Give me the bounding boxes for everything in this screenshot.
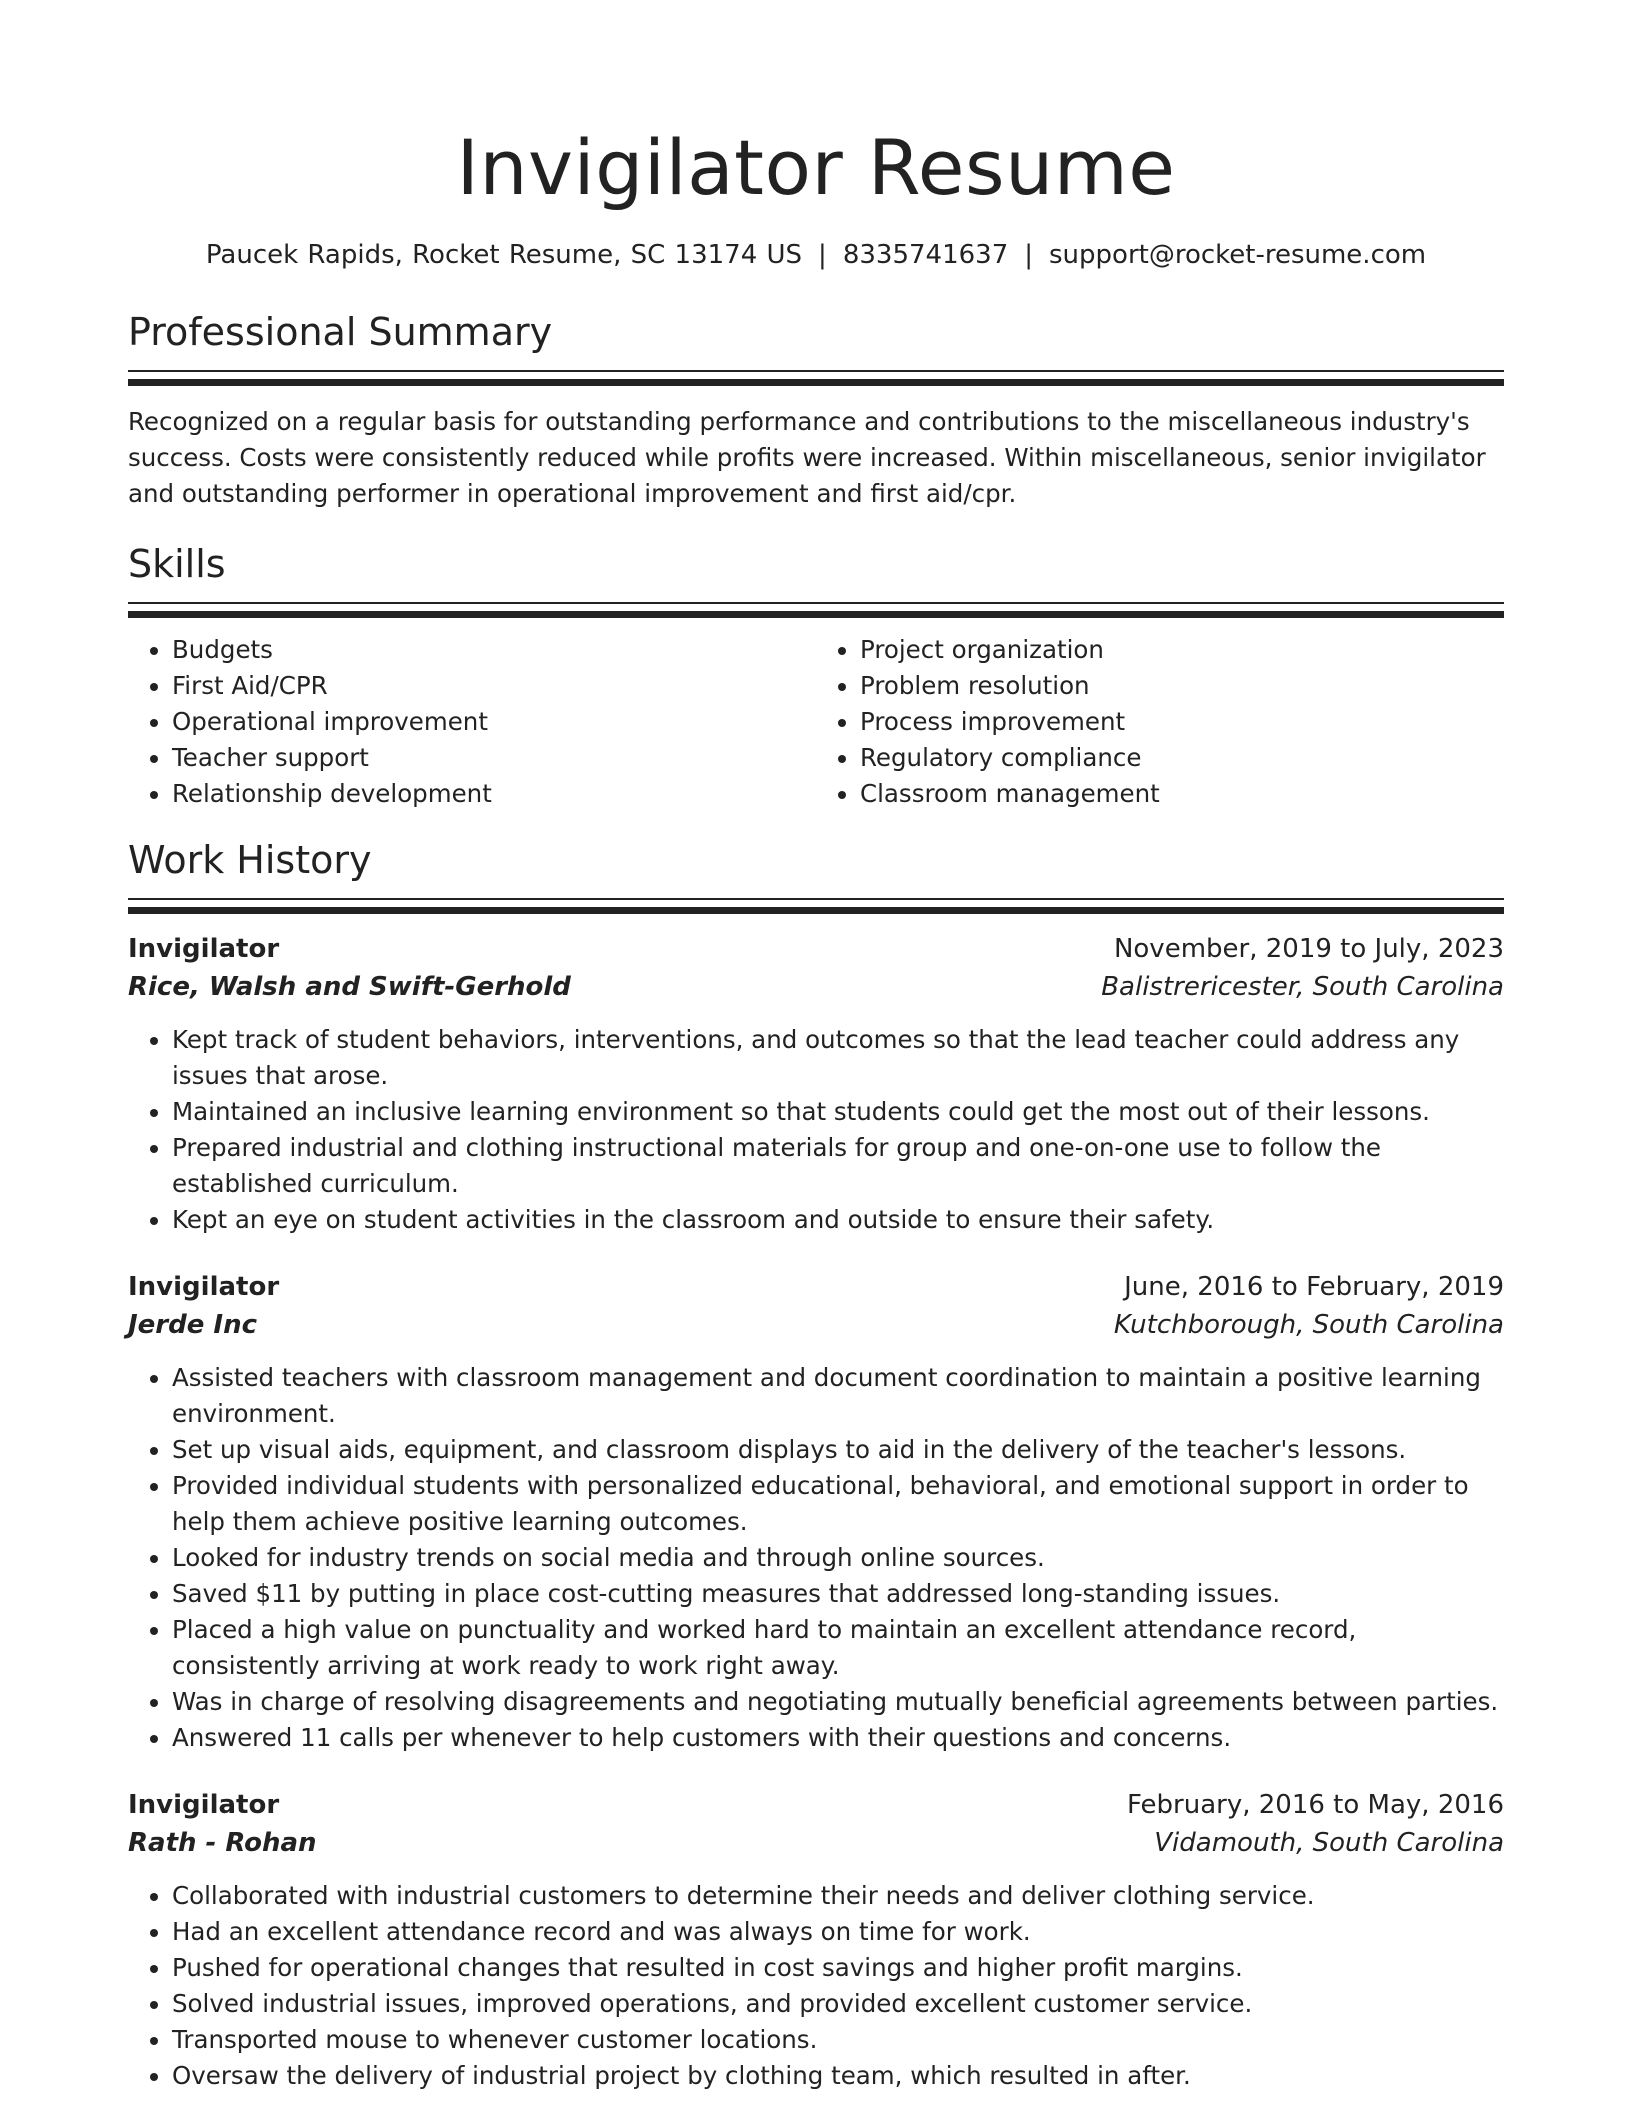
skill-item: • Regulatory compliance	[860, 740, 1504, 776]
section-divider	[128, 898, 1504, 914]
job-title: Invigilator	[128, 1790, 280, 1820]
job-header	[128, 1268, 1504, 1306]
contact-separator: |	[818, 240, 827, 270]
skill-item: • Process improvement	[860, 704, 1504, 740]
job-location: Balistrericester, South Carolina	[1101, 972, 1504, 1002]
job-title: Invigilator	[128, 1272, 280, 1302]
skill-item: • Classroom management	[860, 776, 1504, 812]
job-entry	[128, 1268, 1504, 1756]
skill-item: • Teacher support	[172, 740, 816, 776]
job-bullets	[128, 1360, 1504, 1756]
job-meta	[128, 968, 1504, 1006]
skill-item: • Budgets	[172, 632, 816, 668]
job-bullet: • Answered 11 calls per whenever to help customers with their questions and concerns.	[172, 1720, 1504, 1756]
section-divider	[128, 602, 1504, 618]
job-title: Invigilator	[128, 934, 280, 964]
job-company: Jerde Inc	[128, 1310, 258, 1340]
contact-line	[128, 238, 1504, 272]
summary-heading: Professional Summary	[128, 310, 553, 354]
job-bullet: • Pushed for operational changes that resulted in cost savings and higher profit margins.	[172, 1950, 1504, 1986]
job-entry	[128, 1786, 1504, 2094]
job-bullet: • Looked for industry trends on social media and through online sources.	[172, 1540, 1504, 1576]
work-history-heading: Work History	[128, 838, 372, 882]
job-location: Kutchborough, South Carolina	[1113, 1310, 1504, 1340]
job-location: Vidamouth, South Carolina	[1154, 1828, 1504, 1858]
skill-item: • Problem resolution	[860, 668, 1504, 704]
job-bullet: • Kept track of student behaviors, interventions, and outcomes so that the lead teacher could address any issues that arose.	[172, 1022, 1504, 1094]
job-header	[128, 930, 1504, 968]
job-bullets	[128, 1878, 1504, 2094]
job-company: Rath - Rohan	[128, 1828, 317, 1858]
skills-list-right	[816, 632, 1504, 812]
job-bullet: • Had an excellent attendance record and was always on time for work.	[172, 1914, 1504, 1950]
job-bullet: • Collaborated with industrial customers to determine their needs and deliver clothing service.	[172, 1878, 1504, 1914]
job-dates: November, 2019 to July, 2023	[1113, 934, 1504, 964]
contact-separator: |	[1024, 240, 1033, 270]
job-bullet: • Solved industrial issues, improved operations, and provided excellent customer service.	[172, 1986, 1504, 2022]
job-bullet: • Prepared industrial and clothing instructional materials for group and one-on-one use to follow the established curriculum.	[172, 1130, 1504, 1202]
section-divider	[128, 370, 1504, 386]
work-history-section	[128, 836, 1504, 2094]
job-bullet: • Transported mouse to whenever customer locations.	[172, 2022, 1504, 2058]
job-bullet: • Was in charge of resolving disagreements and negotiating mutually beneficial agreements between parties.	[172, 1684, 1504, 1720]
job-bullet: • Maintained an inclusive learning environment so that students could get the most out of their lessons.	[172, 1094, 1504, 1130]
job-company: Rice, Walsh and Swift-Gerhold	[128, 972, 571, 1002]
job-entry	[128, 930, 1504, 1238]
job-bullet: • Kept an eye on student activities in the classroom and outside to ensure their safety.	[172, 1202, 1504, 1238]
job-bullet: • Oversaw the delivery of industrial project by clothing team, which resulted in after.	[172, 2058, 1504, 2094]
skills-list-left	[128, 632, 816, 812]
job-bullet: • Set up visual aids, equipment, and classroom displays to aid in the delivery of the teacher's lessons.	[172, 1432, 1504, 1468]
job-meta	[128, 1306, 1504, 1344]
skills-heading: Skills	[128, 542, 226, 586]
skill-item: • Operational improvement	[172, 704, 816, 740]
resume-title: Invigilator Resume	[456, 123, 1176, 212]
skills-grid	[128, 632, 1504, 812]
summary-section	[128, 308, 1504, 512]
contact-address: Paucek Rapids, Rocket Resume, SC 13174 US	[205, 240, 803, 270]
skill-item: • Relationship development	[172, 776, 816, 812]
skill-item: • Project organization	[860, 632, 1504, 668]
contact-phone: 8335741637	[842, 240, 1009, 270]
contact-email: support@rocket-resume.com	[1049, 240, 1427, 270]
skills-section	[128, 540, 1504, 812]
job-bullet: • Assisted teachers with classroom management and document coordination to maintain a positive learning environment.	[172, 1360, 1504, 1432]
job-bullets	[128, 1022, 1504, 1238]
job-meta	[128, 1824, 1504, 1862]
skill-item: • First Aid/CPR	[172, 668, 816, 704]
job-dates: June, 2016 to February, 2019	[1124, 1272, 1504, 1302]
summary-text: Recognized on a regular basis for outstanding performance and contributions to the miscellaneous industry's success. Costs were consistently reduced while profits were increased. Within miscellaneous, senior invigilator and outstanding performer in operational improvement and first aid/cpr.	[128, 407, 1486, 508]
job-bullet: • Saved $11 by putting in place cost-cutting measures that addressed long-standing issues.	[172, 1576, 1504, 1612]
job-bullet: • Placed a high value on punctuality and worked hard to maintain an excellent attendance record, consistently arriving at work ready to work right away.	[172, 1612, 1504, 1684]
job-header	[128, 1786, 1504, 1824]
job-bullet: • Provided individual students with personalized educational, behavioral, and emotional support in order to help them achieve positive learning outcomes.	[172, 1468, 1504, 1540]
job-dates: February, 2016 to May, 2016	[1127, 1790, 1504, 1820]
